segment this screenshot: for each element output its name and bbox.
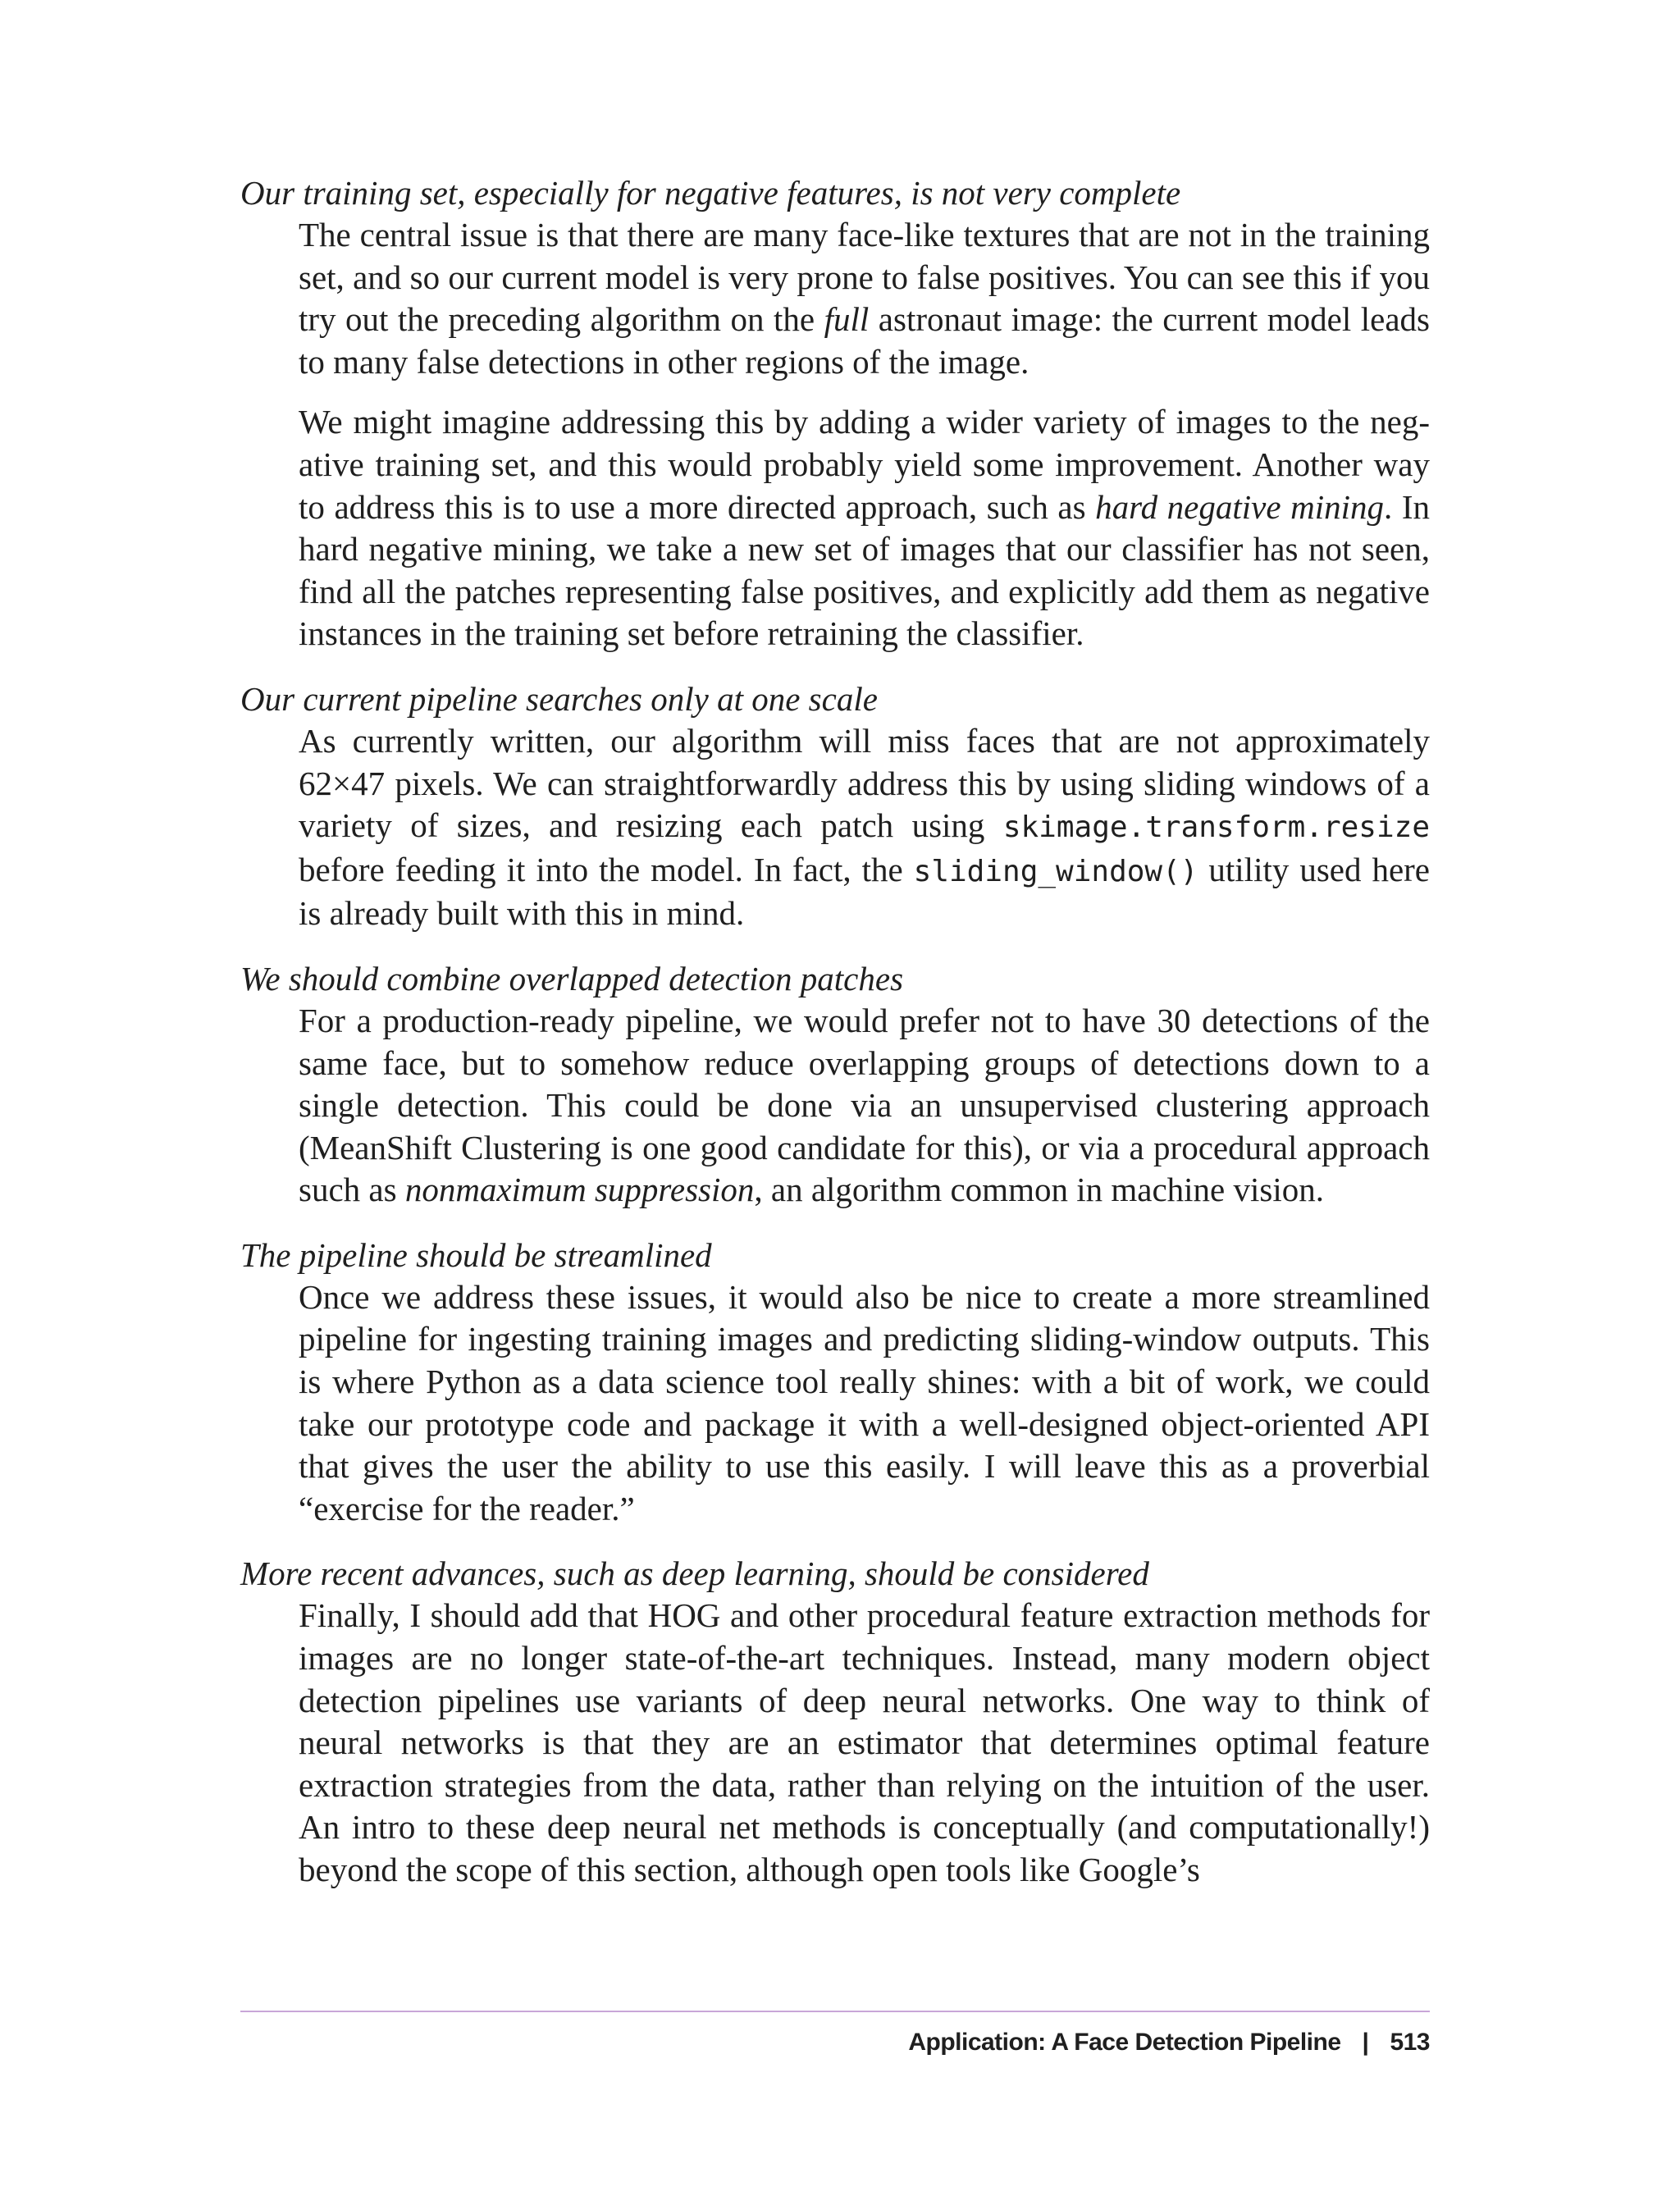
entry-negative-features [240,172,1430,655]
text-run: As currently written, our algorithm will miss faces that are not approximately 62×47 pixels. We can straightforwardly address this by using sliding windows of a variety of sizes, and resizing each patch using [299,721,1430,845]
entry-overlapped-patches [240,958,1430,1212]
emphasis-run: hard negative mining [1095,487,1385,526]
emphasis-run: full [824,300,870,339]
entry-paragraph [299,401,1430,655]
entry-term: We should combine overlapped detection patches [240,959,904,998]
emphasis-run: nonmaximum suppression [404,1171,755,1209]
entry-streamlined [240,1235,1430,1531]
entry-term: The pipeline should be streamlined [240,1235,712,1274]
footer-separator: | [1362,2029,1369,2056]
entry-paragraph [299,1276,1430,1531]
text-run: Finally, I should add that HOG and other procedural feature extraction methods for images are no longer state-of-the-art techniques. Instead, many modern object detection pipelines use variants of deep neural networks. One way to think of neural networks is that they are an estimator that determines optimal feature extraction strategies from the data, rather than relying on the intuition of the user. An intro to these deep neural net methods is conceptually (and computationally!) beyond the scope of this section, although open tools like Google’s [299,1596,1430,1888]
running-footer [908,2026,1430,2059]
entry-paragraph [299,720,1430,935]
text-run: utility used here is already built with this in mind. [299,850,1430,933]
page-number: 513 [1390,2029,1430,2056]
entry-paragraph [299,214,1430,383]
text-run: astronaut image: the current model leads to many false detections in other regions of the image. [299,300,1430,381]
entry-deep-learning [240,1553,1430,1891]
entry-term: More recent advances, such as deep learning, should be considered [240,1554,1149,1593]
text-run: before feeding it into the model. In fact, the [299,850,914,888]
entry-term: Our current pipeline searches only at one scale [240,679,878,718]
text-run: . In hard negative mining, we take a new set of images that our classifier has not seen, find all the patches representing false positives, and explicitly add them as negative instances in the training set before retraining the classifier. [299,487,1430,653]
entry-paragraph [299,1000,1430,1212]
text-run: For a production-ready pipeline, we would prefer not to have 30 detections of the same face, but to somehow reduce overlapping groups of detections down to a single detection. This could be done via an unsupervised clustering approach (MeanShift Clustering is one good candidate for this), or via a procedural approach such as [299,1001,1430,1209]
text-run: The central issue is that there are many face-like textures that are not in the training set, and so our current model is very prone to false positives. You can see this if you try out the preceding algorithm on the [299,216,1430,339]
code-run: sliding_window() [913,854,1198,888]
footer-section-title: Application: A Face Detection Pipeline [908,2029,1341,2056]
text-run: , an algorithm common in machine vision. [754,1171,1324,1209]
entry-term: Our training set, especially for negative features, is not very complete [240,174,1181,212]
code-run: skimage.transform.resize [1002,810,1430,845]
text-run: We might imagine addressing this by adding a wider variety of images to the negative training set, and this would probably yield some improvement. Another way to address this is to use a more directed approach, such as [299,403,1430,526]
text-run: Once we address these issues, it would also be nice to create a more streamlined pipeline for ingesting training images and predicting sliding-window outputs. This is where Python as a data science tool really shines: with a bit of work, we could take our prototype code and package it with a well-designed object-oriented API that gives the user the ability to use this easily. I will leave this as a proverbial “exercise for the reader.” [299,1277,1430,1527]
entry-one-scale [240,678,1430,935]
entry-paragraph [299,1595,1430,1891]
footer-rule [240,2011,1430,2012]
page-body [240,172,1430,1915]
